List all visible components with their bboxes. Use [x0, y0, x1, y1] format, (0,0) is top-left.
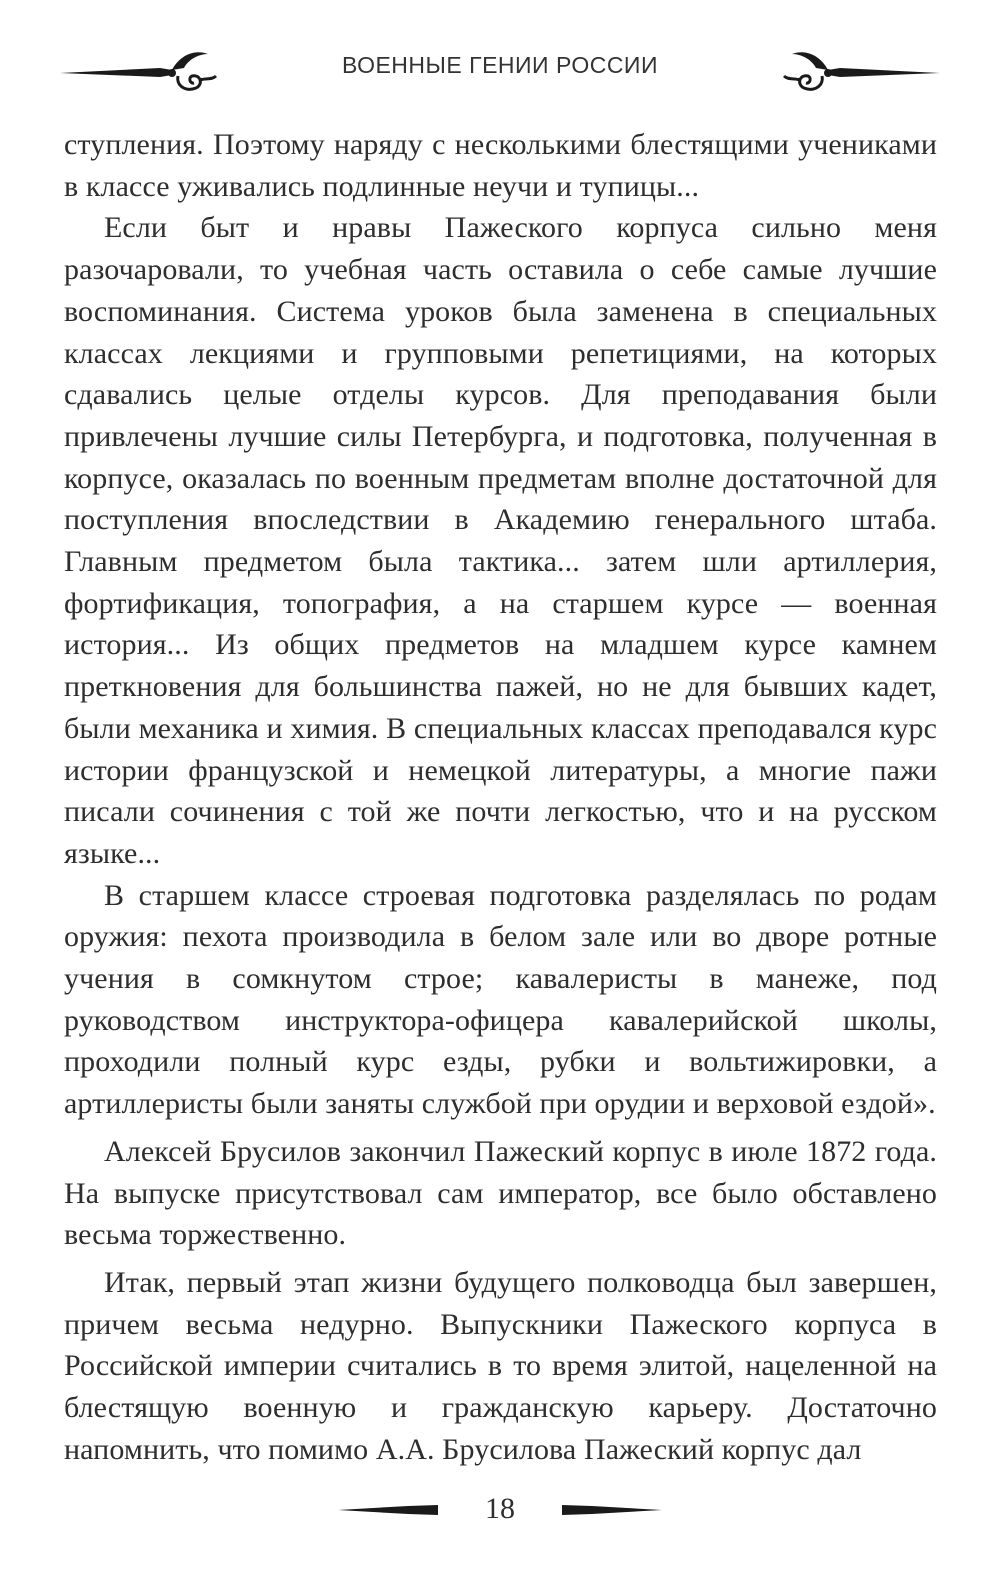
page-footer [330, 1488, 670, 1532]
paragraph-4: Алексей Брусилов закончил Пажеский корпус в июле 1872 года. На выпуске присутствовал сам император, все было обставлено весьма торжественно. [64, 1134, 937, 1252]
running-header [60, 40, 940, 100]
paragraph-2: Если быт и нравы Пажеского корпуса сильно меня разочаровали, то учебная часть оставила о себе самые лучшие воспоминания. Система уроков была заменена в специальных классах лекциями и групповыми репетициями, на которых сдавались целые отделы курсов. Для преподавания были привлечены лучшие силы Петербурга, и подготовка, полученная в корпусе, оказалась по военным предметам вполне достаточной для поступления впоследствии в Академию генерального штаба. Главным предметом была тактика... затем шли артиллерия, фортификация, топография, а на старшем курсе — военная история... Из общих предметов на младшем курсе камнем преткновения для большинства пажей, но не для бывших кадет, были механика и химия. В специальных классах преподавался курс истории французской и немецкой литературы, а многие пажи писали сочинения с той же почти легкостью, что и на русском языке... [64, 211, 937, 870]
flourish-right-icon [780, 40, 940, 104]
running-header-title: ВОЕННЫЕ ГЕНИИ РОССИИ [342, 52, 658, 78]
body-text [64, 124, 937, 1471]
paragraph-5: Итак, первый этап жизни будущего полководца был завершен, причем весьма недурно. Выпускники Пажеского корпуса в Российской империи считались в то время элитой, нацеленной на блестящую военную и гражданскую карьеру. Достаточно напомнить, что помимо А.А. Брусилова Пажеский корпус дал [64, 1265, 937, 1466]
paragraph-1: ступления. Поэтому наряду с несколькими блестящими учениками в классе уживались подлинные неучи и тупицы... [64, 128, 937, 203]
page-number: 18 [485, 1492, 515, 1525]
footer-rule-right-icon [562, 1502, 662, 1521]
paragraph-3: В старшем классе строевая подготовка разделялась по родам оружия: пехота производила в белом зале или во дворе ротные учения в сомкнутом строе; кавалеристы в манеже, под руководством инструктора-офицера кавалерийской школы, проходили полный курс езды, рубки и вольтижировки, а артиллеристы были заняты службой при орудии и верховой ездой». [64, 878, 937, 1121]
